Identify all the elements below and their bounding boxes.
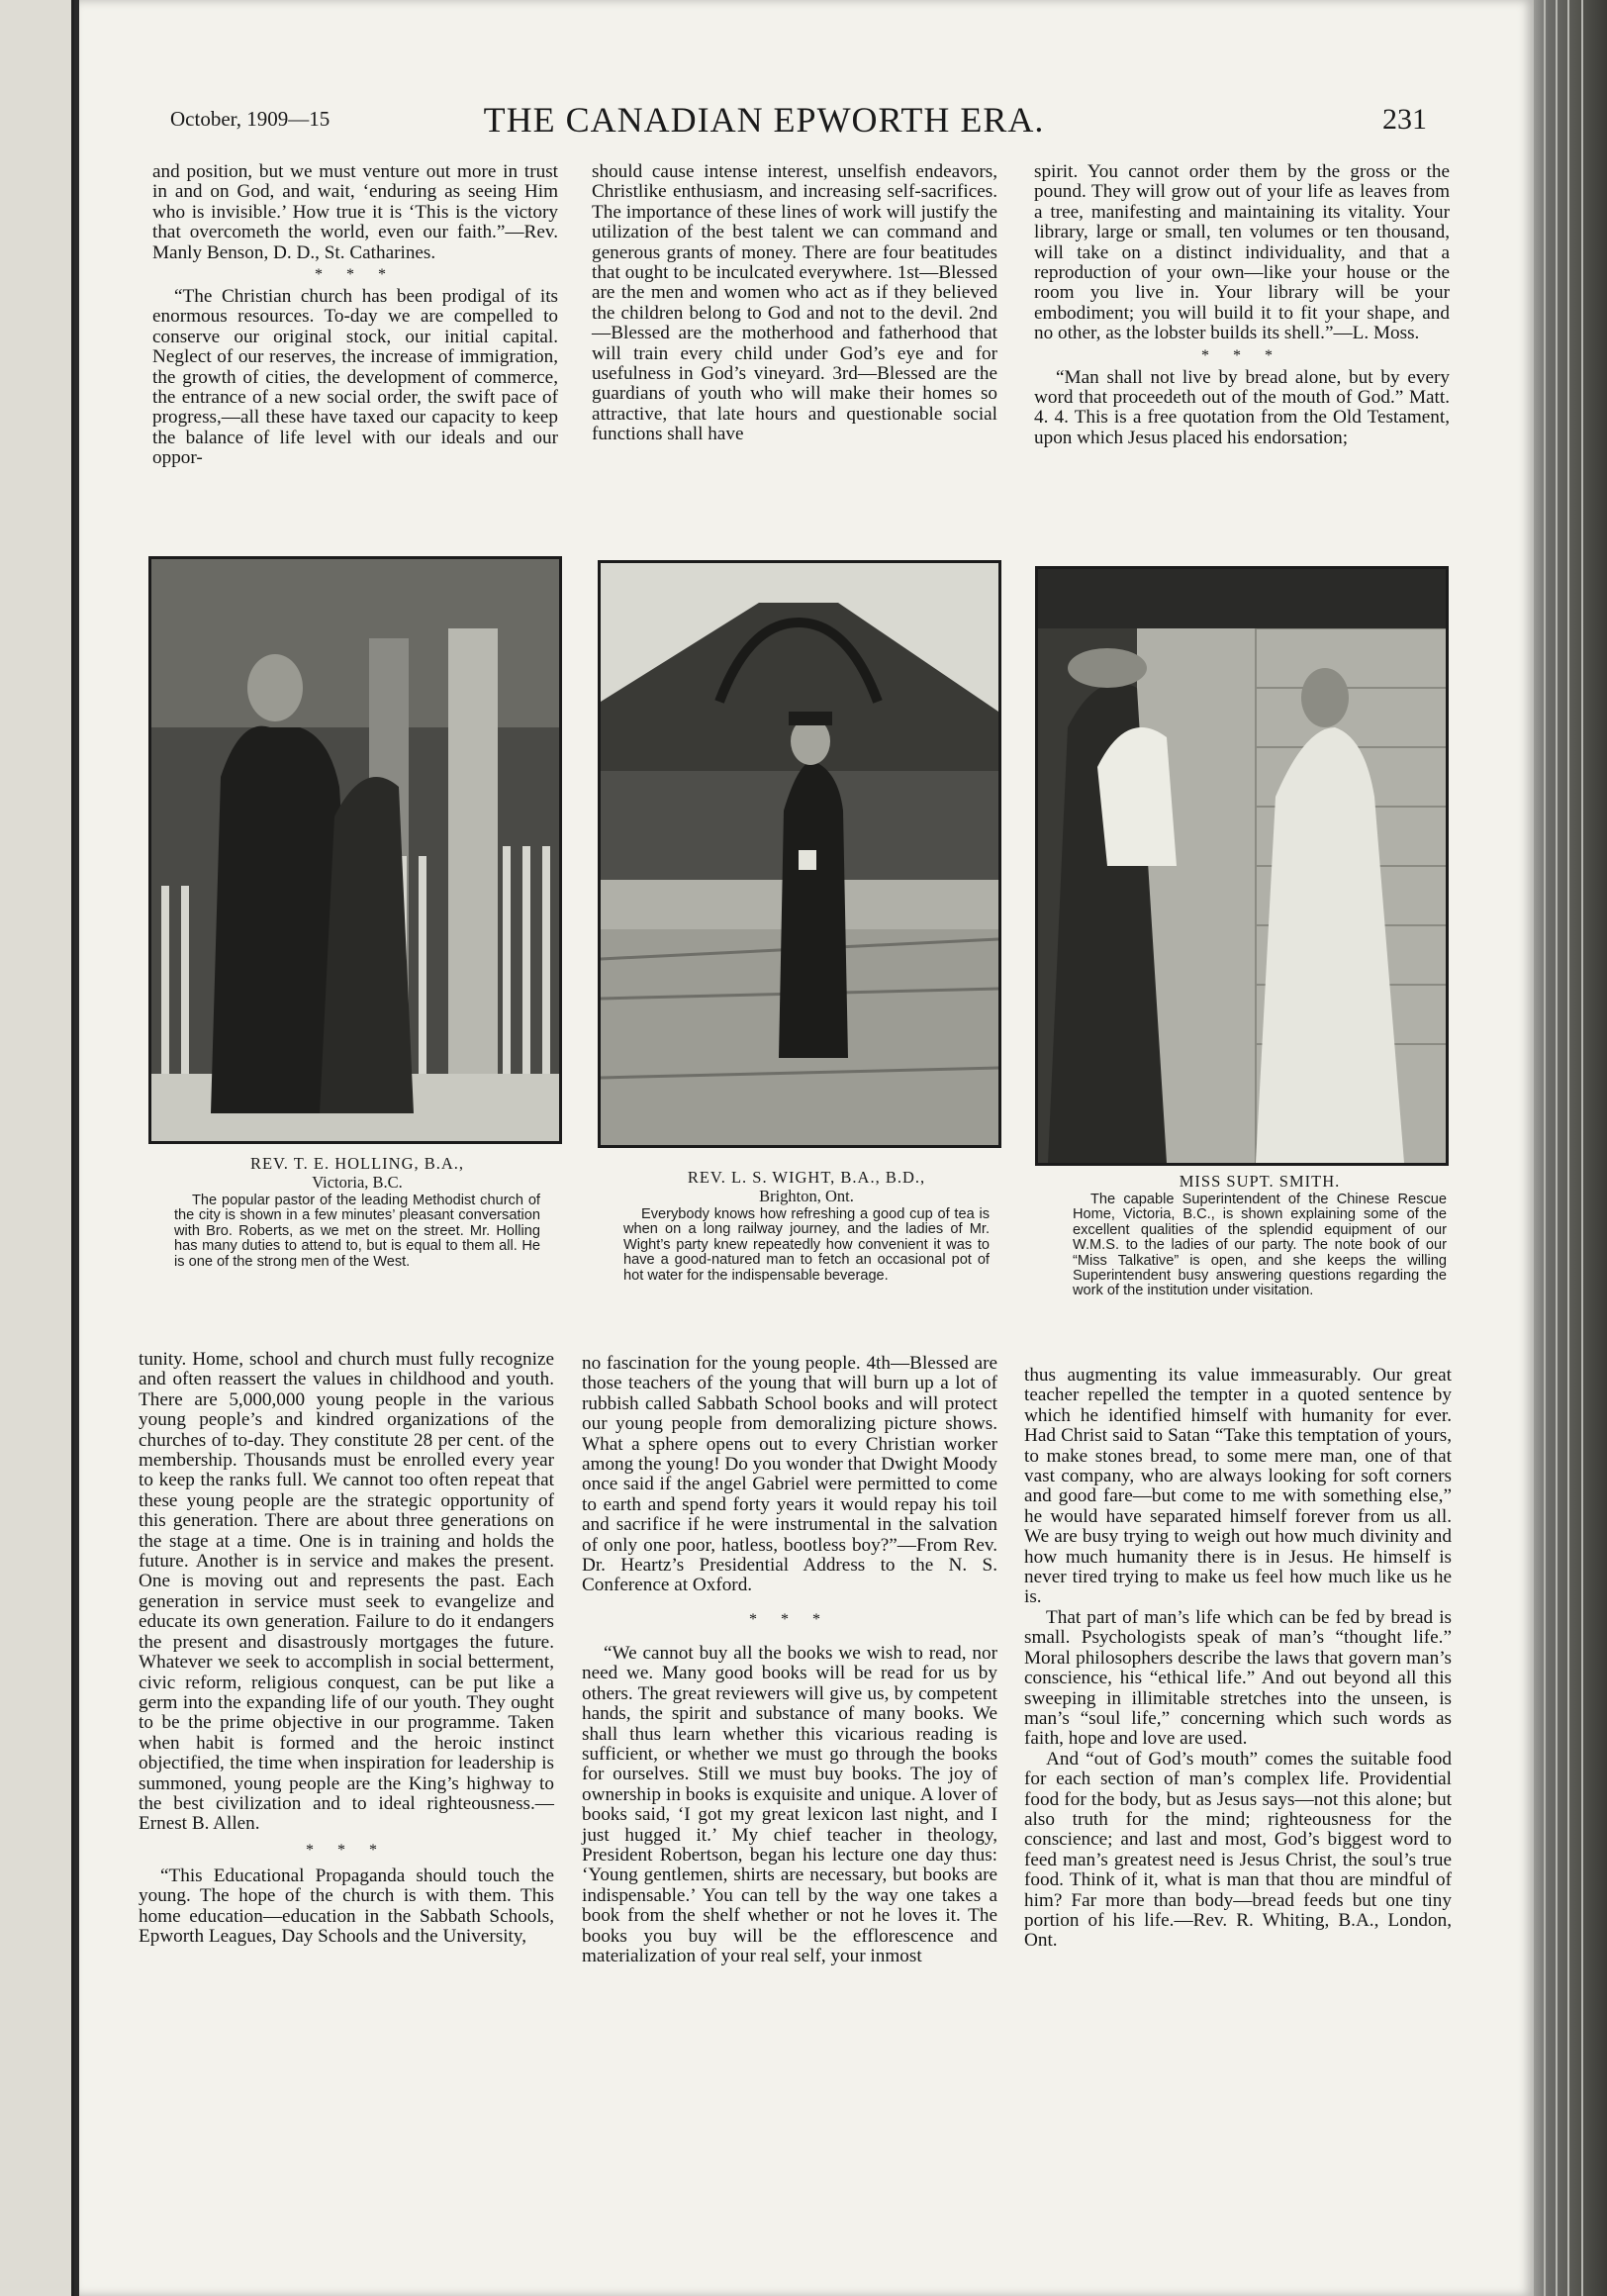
bottom-column-3 [1024, 1366, 1452, 1952]
photo-wight [598, 560, 1001, 1148]
caption-text: The popular pastor of the leading Methodist church of the city is shown in a few minutes’ pleasant conversation with Bro. Roberts, as we met on the street. Mr. Holling has many duties to attend to, but is equal to them all. He is one of the strong men of the West. [174, 1193, 540, 1270]
top-column-2 [592, 162, 997, 445]
paragraph: tunity. Home, school and church must fully recognize and often reassert the values in childhood and youth. There are 5,000,000 young people in the various young people’s and kindred organizations of the churches of to-day. They constitute 28 per cent. of the membership. Thousands must be enrolled every year to keep the ranks full. We cannot too often repeat that these young people are the strategic opportunity of this generation. There are about three generations on the stage at a time. One is in training and holds the future. Another is in service and makes the present. One is moving out and represents the past. Each generation in service must seek to evangelize and educate its own generation. Failure to do it endangers the present and disastrously mortgages the future. Whatever we seek to accomplish in social betterment, civic reform, religious conquest, can be put like a germ into the expanding life of our youth. They ought to be the prime objective in our programme. Taken when habit is formed and the heroic instinct objectified, the time when inspiration for leadership is summoned, young people are the King’s highway to the best civilization and to ideal righteousness.—Ernest B. Allen. [139, 1349, 554, 1835]
caption-place: Brighton, Ont. [759, 1187, 854, 1205]
issue-date: October, 1909—15 [170, 107, 331, 131]
caption-name: REV. T. E. HOLLING, B.A., [249, 1154, 465, 1173]
bottom-column-1 [139, 1350, 554, 1947]
masthead: THE CANADIAN EPWORTH ERA. [483, 100, 1045, 140]
facing-page-edge [0, 0, 74, 2296]
caption-text: The capable Superintendent of the Chinese Rescue Home, Victoria, B.C., is shown explaining some of the excellent qualities of the splendid equipment of our W.M.S. to the ladies of our party. The note book of our “Miss Talkative” is open, and she keeps the willing Superintendent busy answering questions regarding the work of the institution under visitation. [1073, 1192, 1447, 1299]
section-separator: * * * [1201, 346, 1282, 364]
page-number: 231 [1382, 103, 1427, 136]
top-column-3 [1034, 162, 1450, 448]
paragraph: “Man shall not live by bread alone, but by every word that proceedeth out of the mouth of God.” Matt. 4. 4. This is a free quotation from the Old Testament, upon which Jesus placed his endorsation; [1034, 366, 1450, 448]
book-page-edges [1534, 0, 1607, 2296]
caption-text: Everybody knows how refreshing a good cup of tea is when on a long railway journey, and the ladies of Mr. Wight’s party knew repeatedly how convenient it was to have a good-natured man to fetch an occasional pot of hot water for the indispensable beverage. [623, 1206, 990, 1284]
top-column-1 [152, 162, 558, 469]
caption-wight [623, 1168, 990, 1284]
paragraph: And “out of God’s mouth” comes the suitable food for each section of man’s complex life. Providential food for the body, but as Jesus says—not this alone; but also truth for the mind; righteousness for the conscience; and last and most, God’s biggest word to feed man’s greatest need is Jesus Christ, the soul’s true food. Think of it, what is man that thou are mindful of him? Far more than body—bread feeds but one tiny portion of his life.—Rev. R. Whiting, B.A., London, Ont. [1024, 1748, 1452, 1952]
paragraph: That part of man’s life which can be fed by bread is small. Psychologists speak of man’s “thought life.” Moral philosophers describe the laws that govern man’s conscience, his “ethical life.” And out beyond all this sweeping in illimitable stretches into the unseen, is man’s “soul life,” concerning which such words as faith, hope and love are used. [1024, 1606, 1452, 1750]
paragraph: no fascination for the young people. 4th—Blessed are those teachers of the young that will burn up a lot of rubbish called Sabbath School books and will protect our young people from demoralizing picture shows. What a sphere opens out to every Christian worker among the young! Do you wonder that Dwight Moody once said if the angel Gabriel were permitted to come to earth and spend forty years it would repay his toil and sacrifice if he were instrumental in the salvation of only one poor, hatless, bootless boy?”—From Rev. Dr. Heartz’s Presidential Address to the N. S. Conference at Oxford. [582, 1353, 997, 1596]
paragraph: “We cannot buy all the books we wish to read, nor need we. Many good books will be read for us by others. The great reviewers will give us, by competent hands, the spirit and substance of many books. We shall thus learn whether this vicarious reading is sufficient, or whether we must go through the books for ourselves. Still we must buy books. The joy of ownership in books is exquisite and unique. A lover of books said, ‘I got my great lexicon last night, and I just hugged it.’ My chief teacher in theology, President Robertson, began his lecture one day thus: ‘Young gentlemen, shirts are necessary, but books are indispensable.’ You can tell by the way one takes a book from the shelf whether or not he loves it. The books you buy will be the efflorescence and materialization of your real self, your inmost [582, 1642, 997, 1966]
caption-smith [1073, 1172, 1447, 1299]
bottom-column-2 [582, 1354, 997, 1966]
paragraph: spirit. You cannot order them by the gross or the pound. They will grow out of your life as leaves from a tree, manifesting and maintaining its vitality. Your library, large or small, ten volumes or ten thousand, will take on a distinct individuality, and that a reproduction of your own—like your house or the room you live in. Your library will be your embodiment; you will build it to fit your shape, and no other, as the lobster builds its shell.”—L. Moss. [1034, 161, 1450, 344]
photo-smith [1035, 566, 1449, 1166]
paragraph: should cause intense interest, unselfish endeavors, Christlike enthusiasm, and increasing self-sacrifices. The importance of these lines of work will justify the utilization of the best talent we can command and generous grants of money. There are four beatitudes that ought to be inculcated everywhere. 1st—Blessed are the men and women who act as if they believed the children belong to God and not to the devil. 2nd—Blessed are the motherhood and fatherhood that will train every child under God’s eye and for usefulness in God’s vineyard. 3rd—Blessed are the guardians of youth who will make their homes so attractive, that late hours and questionable social functions shall have [592, 161, 997, 445]
section-separator: * * * [315, 266, 396, 284]
section-separator: * * * [749, 1610, 830, 1628]
photo-holling [148, 556, 562, 1144]
paragraph: thus augmenting its value immeasurably. Our great teacher repelled the tempter in a quoted sentence by which he identified himself with humanity for ever. Had Christ said to Satan “Take this temptation of yours, to make stones bread, to some mere man, one of that vast company, who are always looking for soft corners and good fare—but come to me with something else,” he would have separated himself forever from us all. We are busy trying to weigh out how much divinity and how much humanity there is in Jesus. He himself is never tired trying to make us feel how much like us he is. [1024, 1365, 1452, 1608]
caption-name: REV. L. S. WIGHT, B.A., B.D., [687, 1168, 926, 1187]
paragraph: “This Educational Propaganda should touch the young. The hope of the church is with them. This home education—education in the Sabbath Schools, Epworth Leagues, Day Schools and the University, [139, 1865, 554, 1947]
page-header [91, 99, 1437, 148]
paragraph: “The Christian church has been prodigal of its enormous resources. To-day we are compelled to conserve our original stock, our initial capital. Neglect of our reserves, the increase of immigration, the growth of cities, the development of commerce, the entrance of a new social order, the swift pace of progress,—all these have taxed our capacity to keep the balance of life level with our ideals and our oppor- [152, 286, 558, 469]
caption-place: Victoria, B.C. [312, 1173, 403, 1192]
paragraph: and position, but we must venture out more in trust in and on God, and wait, ‘enduring as seeing Him who is invisible.’ How true it is ‘This is the victory that overcometh the world, even our faith.”—Rev. Manly Benson, D. D., St. Catharines. [152, 161, 558, 263]
caption-holling [174, 1154, 540, 1270]
section-separator: * * * [306, 1841, 387, 1859]
caption-name: MISS SUPT. SMITH. [1179, 1172, 1341, 1191]
